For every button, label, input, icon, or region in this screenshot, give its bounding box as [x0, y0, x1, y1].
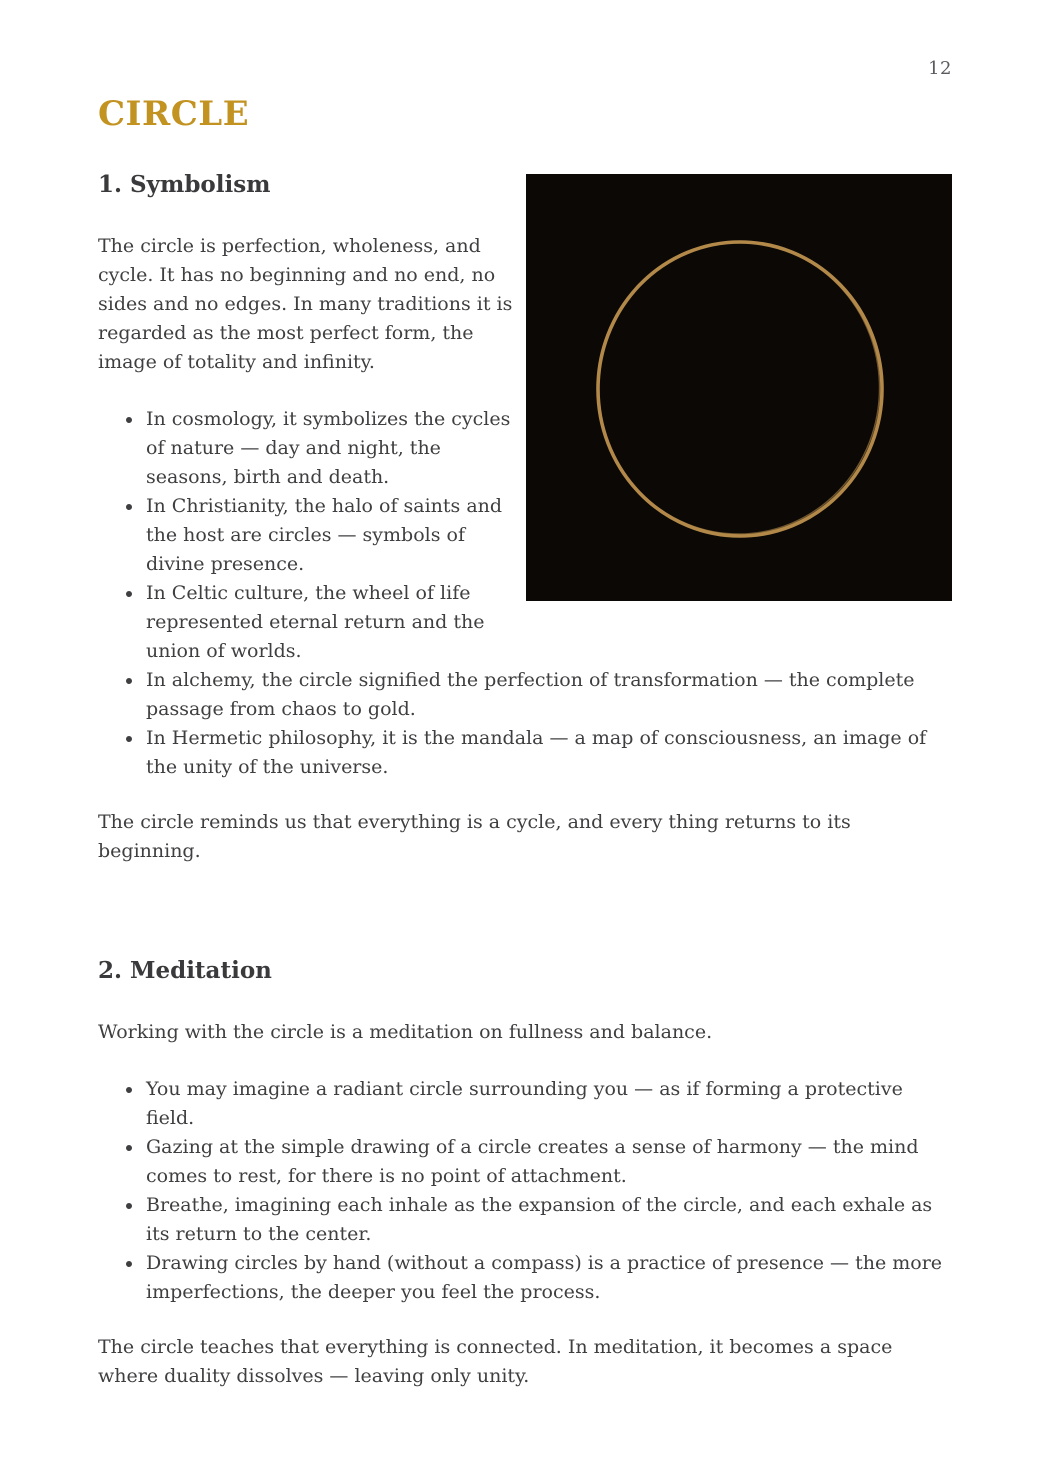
symbolism-intro-paragraph: The circle is perfection, wholeness, and cycle. It has no beginning and no end, no sides and no edges. In many traditions it is regarded as the most perfect form, the image of totality and infinity. — [98, 235, 513, 373]
page-title: CIRCLE — [98, 94, 250, 134]
page-number: 12 — [928, 58, 952, 79]
gold-circle-on-black-icon — [526, 174, 952, 601]
list-item: • In Celtic culture, the wheel of life represented eternal return and the union of worlds. — [144, 579, 952, 666]
list-item: • You may imagine a radiant circle surrounding you — as if forming a protective field. — [144, 1075, 952, 1133]
section-symbolism — [98, 170, 952, 894]
section-meditation — [98, 956, 952, 1391]
list-item: • In alchemy, the circle signified the perfection of transformation — the complete passage from chaos to gold. — [144, 666, 952, 724]
list-item: • In Hermetic philosophy, it is the mandala — a map of consciousness, an image of the unity of the universe. — [144, 724, 952, 782]
section-heading-meditation: 2. Meditation — [98, 957, 272, 984]
list-item: • Breathe, imagining each inhale as the expansion of the circle, and each exhale as its return to the center. — [144, 1191, 952, 1249]
list-item: • Drawing circles by hand (without a compass) is a practice of presence — the more imperfections, the deeper you feel the process. — [144, 1249, 952, 1307]
section-heading-symbolism: 1. Symbolism — [98, 171, 271, 198]
circle-figure-image — [526, 174, 952, 601]
meditation-bullet-list — [98, 1075, 952, 1307]
list-item: • In cosmology, it symbolizes the cycles of nature — day and night, the seasons, birth and death. — [144, 405, 952, 492]
meditation-outro-paragraph: The circle teaches that everything is connected. In meditation, it becomes a space where duality dissolves — leaving only unity. — [98, 1336, 893, 1387]
meditation-intro-paragraph: Working with the circle is a meditation on fullness and balance. — [98, 1021, 713, 1043]
list-item: • Gazing at the simple drawing of a circle creates a sense of harmony — the mind comes to rest, for there is no point of attachment. — [144, 1133, 952, 1191]
list-item: • In Christianity, the halo of saints and the host are circles — symbols of divine presence. — [144, 492, 952, 579]
symbolism-outro-paragraph: The circle reminds us that everything is a cycle, and every thing returns to its beginning. — [98, 811, 851, 862]
